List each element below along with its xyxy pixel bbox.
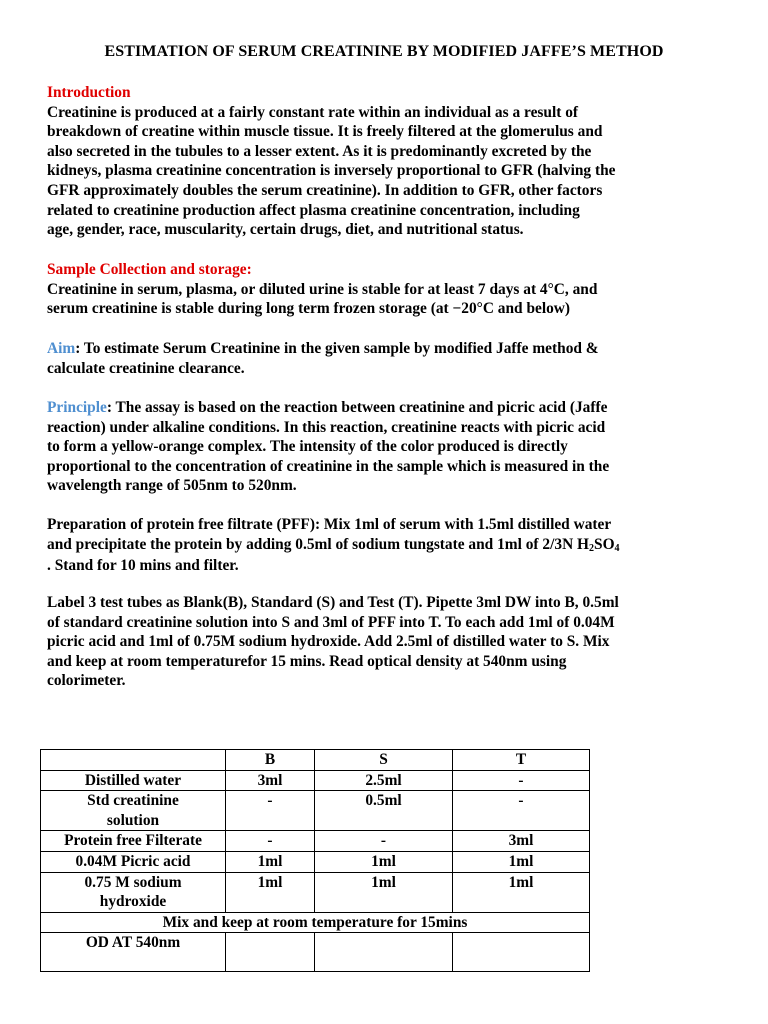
- introduction-line: Creatinine is produced at a fairly constant rate within an individual as a result of: [47, 103, 579, 121]
- aim-section: [47, 339, 727, 378]
- introduction-line: kidneys, plasma creatinine concentration is inversely proportional to GFR (halving the: [47, 162, 616, 180]
- table-row: [41, 872, 590, 912]
- sample-section: [47, 260, 727, 319]
- pff-subscript: 2: [589, 542, 595, 554]
- pff-section: [47, 515, 727, 576]
- table-row: [41, 831, 590, 852]
- pff-formula: SO: [594, 535, 615, 553]
- table-row: [41, 933, 590, 972]
- principle-label: Principle: [47, 399, 107, 416]
- procedure-line: colorimeter.: [47, 672, 126, 690]
- procedure-line: and keep at room temperaturefor 15 mins. Read optical density at 540nm using: [47, 652, 567, 670]
- procedure-line: of standard creatinine solution into S and 3ml of PFF into T. To each add 1ml of 0.04M: [47, 613, 615, 631]
- table-cell: [315, 933, 453, 972]
- procedure-section: [47, 593, 727, 691]
- table-mix-cell: Mix and keep at room temperature for 15mins: [41, 912, 590, 933]
- table-cell: 0.5ml: [315, 791, 453, 831]
- table-cell: 1ml: [453, 872, 590, 912]
- table-cell: Distilled water: [41, 770, 226, 791]
- document-title: ESTIMATION OF SERUM CREATININE BY MODIFIED JAFFE’S METHOD: [104, 43, 664, 60]
- table-row: [41, 851, 590, 872]
- table-cell: 1ml: [226, 872, 315, 912]
- aim-line: calculate creatinine clearance.: [47, 359, 245, 377]
- introduction-line: related to creatinine production affect plasma creatinine concentration, including: [47, 201, 580, 219]
- pff-subscript: 4: [614, 542, 620, 554]
- introduction-heading: Introduction: [47, 84, 131, 101]
- table-cell: 1ml: [226, 851, 315, 872]
- table-header-cell: S: [315, 750, 453, 771]
- table-row: [41, 770, 590, 791]
- sample-line: serum creatinine is stable during long term frozen storage (at −20°C and below): [47, 300, 571, 318]
- aim-line: : To estimate Serum Creatinine in the given sample by modified Jaffe method &: [75, 340, 599, 357]
- table-cell: 1ml: [315, 851, 453, 872]
- table-cell: [453, 933, 590, 972]
- table-header-cell: [41, 750, 226, 771]
- introduction-line: GFR approximately doubles the serum creatinine). In addition to GFR, other factors: [47, 181, 603, 199]
- table-cell: 1ml: [453, 851, 590, 872]
- introduction-line: breakdown of creatine within muscle tissue. It is freely filtered at the glomerulus and: [47, 123, 603, 141]
- table-header-row: [41, 750, 590, 771]
- table-cell: -: [226, 791, 315, 831]
- table-cell: Protein free Filterate: [41, 831, 226, 852]
- principle-line: : The assay is based on the reaction between creatinine and picric acid (Jaffe: [106, 399, 608, 416]
- table-cell: Std creatinine solution: [41, 791, 226, 831]
- table-cell: [226, 933, 315, 972]
- principle-section: [47, 398, 727, 496]
- table-cell: 0.04M Picric acid: [41, 851, 226, 872]
- table-row: [41, 912, 590, 933]
- introduction-line: age, gender, race, muscularity, certain drugs, diet, and nutritional status.: [47, 221, 524, 239]
- table-cell: 3ml: [226, 770, 315, 791]
- table-cell: 1ml: [315, 872, 453, 912]
- principle-line: reaction) under alkaline conditions. In this reaction, creatinine reacts with picric acid: [47, 418, 606, 436]
- table-cell: -: [226, 831, 315, 852]
- principle-line: wavelength range of 505nm to 520nm.: [47, 477, 297, 495]
- table-cell: 2.5ml: [315, 770, 453, 791]
- table-row: [41, 791, 590, 831]
- procedure-line: Label 3 test tubes as Blank(B), Standard (S) and Test (T). Pipette 3ml DW into B, 0.5ml: [47, 594, 619, 611]
- principle-line: proportional to the concentration of creatinine in the sample which is measured in the: [47, 457, 610, 475]
- table-cell: -: [453, 791, 590, 831]
- principle-line: to form a yellow-orange complex. The intensity of the color produced is directly: [47, 438, 568, 456]
- pff-line: . Stand for 10 mins and filter.: [47, 557, 239, 575]
- table-cell: 3ml: [453, 831, 590, 852]
- table-header-cell: B: [226, 750, 315, 771]
- sample-heading: Sample Collection and storage:: [47, 261, 252, 278]
- pff-line: and precipitate the protein by adding 0.5ml of sodium tungstate and 1ml of 2/3N H: [47, 535, 590, 553]
- sample-line: Creatinine in serum, plasma, or diluted urine is stable for at least 7 days at 4°C, and: [47, 280, 598, 298]
- table-cell: -: [315, 831, 453, 852]
- table-cell: OD AT 540nm: [41, 933, 226, 972]
- table-header-cell: T: [453, 750, 590, 771]
- pff-line: Preparation of protein free filtrate (PFF): Mix 1ml of serum with 1.5ml distilled water: [47, 516, 612, 533]
- procedure-line: picric acid and 1ml of 0.75M sodium hydroxide. Add 2.5ml of distilled water to S. Mix: [47, 633, 610, 651]
- aim-label: Aim: [47, 340, 76, 357]
- introduction-section: [47, 83, 727, 240]
- procedure-table: [40, 749, 590, 972]
- table-cell: -: [453, 770, 590, 791]
- introduction-line: also secreted in the tubules to a lesser extent. As it is predominantly excreted by the: [47, 142, 592, 160]
- table-cell: 0.75 M sodium hydroxide: [41, 872, 226, 912]
